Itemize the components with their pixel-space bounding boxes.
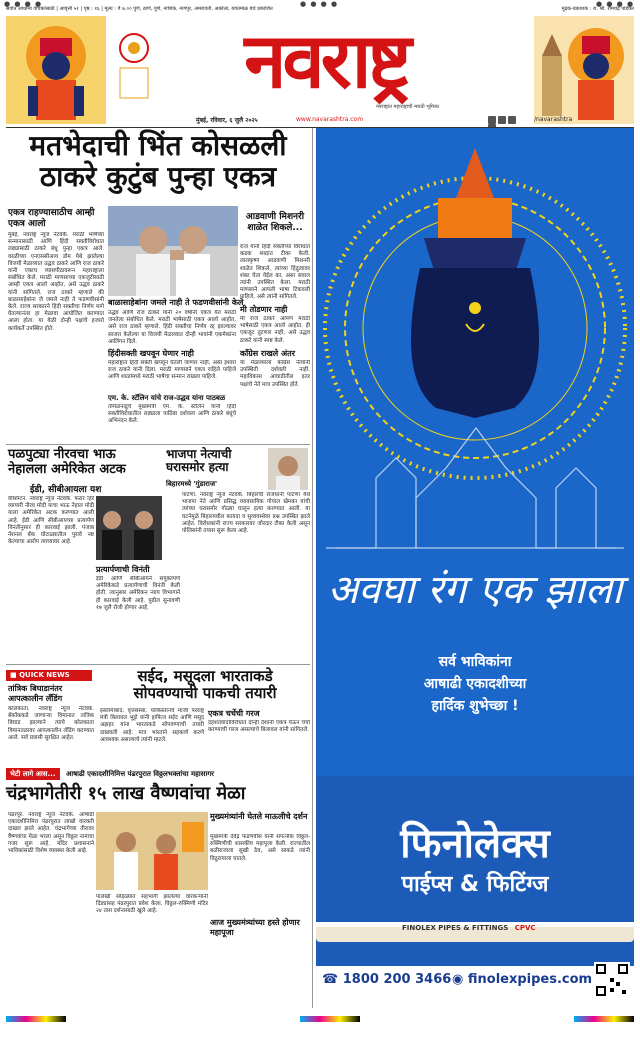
vitthal-illustration-left xyxy=(6,16,106,124)
wari-headline: चंद्रभागेतीरी १५ लाख वैष्णवांचा मेळा xyxy=(6,783,246,804)
website[interactable]: www.navarashtra.com xyxy=(296,116,364,123)
dateline xyxy=(116,114,573,126)
quick-news-label: ■ QUICK NEWS xyxy=(6,670,92,681)
ad-greeting-1: सर्व भाविकांना xyxy=(438,654,512,670)
wari-strip-text: आषाढी एकादशीनिमित्त पंढरपुरात विठ्ठलभक्तांचा महासागर xyxy=(65,770,215,778)
pak-side-title: एकत्र चर्चेची गरज xyxy=(208,709,260,718)
bjp-body: पाटणा. नवराष्ट्र न्यूज नेटवर्क. बिहारची राजधानी पाटणा येथे भाजपा नेते आणि प्रसिद्ध व्यावसायिक गोपाल खेमका यांची त्यांच्या घरासमोर गोळ्या घालून हत्या करण्यात आली. या घटनेमुळे बिहारमधील कायदा व सुव्यवस्थेवर प्रश्न उपस्थित झाले आहेत. विरोधकांनी राज्य सरकारवर जोरदार टीका केली असून पोलिसांनी तपास सुरू केला आहे. xyxy=(182,492,310,535)
vitthal-illustration-right xyxy=(534,16,634,124)
ad-greeting-2: आषाढी एकादशीच्या xyxy=(423,676,527,692)
pak-headline-line1: सईद, मसूदला भारताकडे xyxy=(137,667,273,685)
divider xyxy=(6,444,310,445)
pipe-label-cpvc: CPVC xyxy=(514,924,536,932)
top-strip xyxy=(6,6,634,16)
nirav-body: वॉशिंग्टन. नवराष्ट्र न्यूज नेटवर्क. फरार हिरे व्यापारी नीरव मोदी याचा भाऊ नेहाल मोदी याला अमेरिकेत अटक करण्यात आली आहे. ईडी आणि सीबीआयच्या प्रत्यार्पण विनंतीनुसार ही कारवाई झाली. पंजाब नॅशनल बँक घोटाळ्यातील पुरावे नष्ट केल्याचा आरोप त्याच्यावर आहे. xyxy=(8,496,94,546)
wari-strip-label: भेटी लागे आस... xyxy=(6,768,60,780)
hindi-title: हिंदीसक्ती खपवून घेणार नाही xyxy=(108,349,194,358)
wari-photo xyxy=(96,812,208,890)
masthead xyxy=(6,16,634,126)
bjp-leader-photo xyxy=(268,448,308,490)
wari-mid-body: पालखी सोहळ्यात सहभागी झालेल्या वारकऱ्यांनी दिंड्यांसह पंढरपुरात प्रवेश केला. विठ्ठल-रुक्मिणी मंदिर २४ तास दर्शनासाठी खुले आहे. xyxy=(96,894,208,915)
registration-marks: ● ● ● ● xyxy=(596,0,635,8)
ad-greeting-3: हार्दिक शुभेच्छा ! xyxy=(431,698,519,714)
nehal-modi-photo xyxy=(96,496,162,560)
masthead-tagline: नवराष्ट्रात महाराष्ट्राची मराठी भूमिका xyxy=(376,104,440,110)
wari-side-title-2: आज मुख्यमंत्र्यांच्या हस्ते होणार महापूजा xyxy=(210,918,300,937)
ad-phone[interactable] xyxy=(322,972,451,987)
main-headline-line2: ठाकरे कुटुंब पुन्हा एकत्र xyxy=(39,160,277,194)
globe-icon: ◉ xyxy=(452,972,464,987)
registration-marks: ● ● ● ● xyxy=(4,0,43,8)
quick-news-body: कोलकाता. नवराष्ट्र न्यूज नेटवर्क. बँकॉककडे जाणाऱ्या विमानात तांत्रिक बिघाड झाल्याने त्याचे कोलकाता विमानतळावर आपत्कालीन लँडिंग करण्यात आले. सर्व प्रवासी सुरक्षित आहेत. xyxy=(8,706,94,741)
mi-title: मी तोडणार नाही xyxy=(240,305,288,314)
nirav-box-body: ईडी आणि सीबीआयने संयुक्तपणे अमेरिकेकडे प्रत्यार्पणाची विनंती केली होती. त्यानुसार अमेरिकन न्याय विभागाने ही कारवाई केली आहे. पुढील सुनावणी १७ जुलै रोजी होणार आहे. xyxy=(96,576,180,611)
color-bar xyxy=(574,1016,634,1022)
bjp-headline-line1: भाजपा नेत्याची xyxy=(166,447,232,461)
facebook-icon[interactable] xyxy=(488,116,496,124)
pak-headline xyxy=(100,668,310,702)
vitthal-badge-illustration xyxy=(114,26,154,106)
ad-website[interactable] xyxy=(452,972,592,987)
instagram-icon[interactable] xyxy=(508,116,516,124)
qr-code[interactable] xyxy=(594,962,630,998)
nirav-headline-line1: पळपुट्या नीरवचा भाऊ xyxy=(8,447,116,462)
ad-brand-name: फिनोलेक्स xyxy=(400,821,550,867)
wari-side-body: मुख्यमंत्री देवेंद्र फडणवीस यांनी सपत्नीक विठ्ठल-रुक्मिणीची शासकीय महापूजा केली. राज्यातील बळीराजाला सुखी ठेव, असे साकडे त्यांनी विठुरायाला घातले. xyxy=(210,834,310,862)
quick-news-title: तांत्रिक बिघाडानंतर आपत्कालीन लँडिंग xyxy=(8,684,63,703)
column-divider xyxy=(312,128,313,1008)
main-headline-line1: मतभेदाची भिंत कोसळली xyxy=(29,129,287,162)
ad-devotional-text: अवघा रंग एक झाला xyxy=(327,567,623,613)
nirav-subhead: ईडी, सीबीआयला यश xyxy=(30,485,102,495)
wari-strip xyxy=(6,768,310,780)
x-icon[interactable] xyxy=(498,116,506,124)
stalin-body: तमिळनाडूचे मुख्यमंत्री एम. के. स्टॅलिन यांनी हिंदी सक्तीविरोधातील लढ्याला पाठिंबा दर्शवला आणि ठाकरे बंधूंचे अभिनंदन केले. xyxy=(108,404,236,425)
wari-body: पंढरपूर. नवराष्ट्र न्यूज नेटवर्क. आषाढी एकादशीनिमित्त पंढरपुरात लाखो वारकरी दाखल झाले आहेत. चंद्रभागेच्या तीरावर वैष्णवांचा मेळा भरला असून विठ्ठल नामाचा गजर सुरू आहे. मंदिर प्रशासनाने भाविकांसाठी विशेष व्यवस्था केली आहे. xyxy=(8,812,94,855)
nirav-box-title: प्रत्यार्पणाची विनंती xyxy=(96,565,150,574)
quick-news-label-text: QUICK NEWS xyxy=(19,671,70,679)
nirav-headline xyxy=(8,448,158,477)
phone-icon: ☎ xyxy=(322,972,339,987)
congress-body: या मेळाव्याला काँग्रेस नेत्यांनी उपस्थिती दर्शवली नाही. महाविकास आघाडीतील इतर पक्षांचे नेते मात्र उपस्थित होते. xyxy=(240,360,310,388)
side-story-title: आडवाणी मिशनरी शाळेत शिकले... xyxy=(245,212,305,233)
stalin-title: एम. के. स्टॅलिन यांचे राज-उद्धव यांना पाठबळ xyxy=(108,394,226,402)
main-subhead: एकत्र राहण्यासाठीच आम्ही एकत्र आलो xyxy=(8,208,95,229)
pipe-label xyxy=(402,924,536,932)
wari-side-title: मुख्यमंत्र्यांनी घेतले माऊलीचे दर्शन xyxy=(210,812,308,821)
social-handle: /navarashtra xyxy=(534,116,573,123)
pak-side-body: दहशतवादाविरोधात दोन्ही देशांनी एकत्र येऊन चर्चा करण्याची गरज असल्याचे बिलावल यांनी सांगितले. xyxy=(208,720,310,734)
ad-brand-tagline: पाईप्स & फिटिंग्ज xyxy=(401,872,549,897)
newspaper-title: नवराष्ट्र xyxy=(244,16,408,105)
divider xyxy=(6,664,310,665)
registration-marks: ● ● ● ● xyxy=(300,0,339,8)
pipe-label-text: FINOLEX PIPES & FITTINGS xyxy=(402,924,509,932)
mi-body: मी राज ठाकरे आपण मराठी भाषेसाठी एकत्र आलो आहोत. ही एकजूट तुटणार नाही, असे उद्धव ठाकरे यांनी स्पष्ट केले. xyxy=(240,316,310,344)
hindi-body: महाराष्ट्रात हिंदी सक्ती खपवून घेतली जाणार नाही, असा इशारा राज ठाकरे यांनी दिला. मराठी माणसाने एकत्र राहिले पाहिजे आणि शाळांमध्ये मराठी भाषेचा सन्मान राखला पाहिजे. xyxy=(108,360,236,381)
bjp-headline-line2: घरासमोर हत्या xyxy=(166,460,229,475)
pak-body: इस्लामाबाद. वृत्तसंस्था. पाकिस्तानचे माजी परराष्ट्र मंत्री बिलावल भुट्टो यांनी हाफिज सईद आणि मसूद अझहर यांना भारताकडे सोपवण्याची तयारी दाखवली आहे. मात्र भारताने सहकार्य करणे आवश्यक असल्याचे त्यांनी म्हटले. xyxy=(100,708,204,743)
main-headline xyxy=(6,130,310,193)
thackeray-brothers-photo xyxy=(108,206,238,296)
nirav-headline-line2: नेहालला अमेरिकेत अटक xyxy=(8,461,126,477)
top-strip-right: मुद्रक-प्रकाशक : रा. श्री. रामचंद्र पांडेकर xyxy=(561,6,634,12)
ad-website-text: finolexpipes.com xyxy=(467,972,593,987)
bjp-headline xyxy=(166,448,266,475)
top-strip-left: सर्वात आधान्य वाचकांसाठी | आवृत्ती ५१ | पृष्ठ : १६ | मूल्य : ₹ ७.०० पुणे, ठाणे, पुणे, नाशिक, नागपूर, अमरावती, अकोला, यवतमाळ येथे प्रकाशित xyxy=(6,6,273,12)
bjp-subhead: बिहारमध्ये 'गुंडाराज' xyxy=(166,480,218,488)
color-bar xyxy=(300,1016,360,1022)
caption-title: बाळासाहेबांना जमले नाही ते फडणवीसांनी केले xyxy=(108,298,244,307)
ad-phone-number: 1800 200 3466 xyxy=(342,972,452,987)
pak-headline-line2: सोपवण्याची पाकची तयारी xyxy=(133,683,277,702)
masthead-logo xyxy=(156,18,496,104)
color-bar xyxy=(6,1016,66,1022)
side-story-body: राज यांनी हिंदी सक्तीच्या विरोधात कडक शब्दांत टीका केली. लालकृष्ण आडवाणी मिशनरी शाळेत शिकले, त्यांच्या हिंदुत्वावर शंका घेता येईल का, असा सवाल त्यांनी उपस्थित केला. मराठी माणसाने आपली भाषा टिकवली पाहिजे, असे त्यांनी सांगितले. xyxy=(240,244,310,300)
main-body: मुंबई, नवराष्ट्र न्यूज नेटवर्क. मराठी भाषेच्या सन्मानासाठी आणि हिंदी सक्तीविरोधात लढ्यासाठी ठाकरे बंधू पुन्हा एकत्र आले. वरळीच्या एनएससीआय डोम येथे झालेल्या विजयी मेळाव्यात उद्धव ठाकरे आणि राज ठाकरे यांनी एकाच व्यासपीठावरून महाराष्ट्राला संबोधित केले. मराठी माणसाच्या एकजुटीसाठी आम्ही एकत्र आलो आहोत, असे उद्धव ठाकरे यांनी सांगितले. राज ठाकरे म्हणाले की बाळासाहेबांना जे जमले नाही ते फडणवीसांनी केले. राज्य सरकारने हिंदी सक्तीचा निर्णय मागे घेतल्यानंतर हा मेळावा आयोजित करण्यात आला होता. या वेळी दोन्ही पक्षांचे हजारो कार्यकर्ते उपस्थित होते. xyxy=(8,232,104,332)
date: मुंबई, रविवार, ६ जुलै २०२५ xyxy=(196,117,258,124)
congress-title: काँग्रेस राखले अंतर xyxy=(240,349,295,358)
caption-body: उद्धव आणि राज ठाकरे यांनी २० वर्षांनी एकत्र येत मराठी जनतेला संबोधित केले. मराठी भाषेसाठी एकत्र आलो आहोत, असे राज ठाकरे म्हणाले. हिंदी सक्तीचा निर्णय रद्द झाल्यावर साजरा केलेल्या या विजयी मेळाव्यात दोन्ही भावांनी एकमेकांना आलिंगन दिले. xyxy=(108,310,236,344)
